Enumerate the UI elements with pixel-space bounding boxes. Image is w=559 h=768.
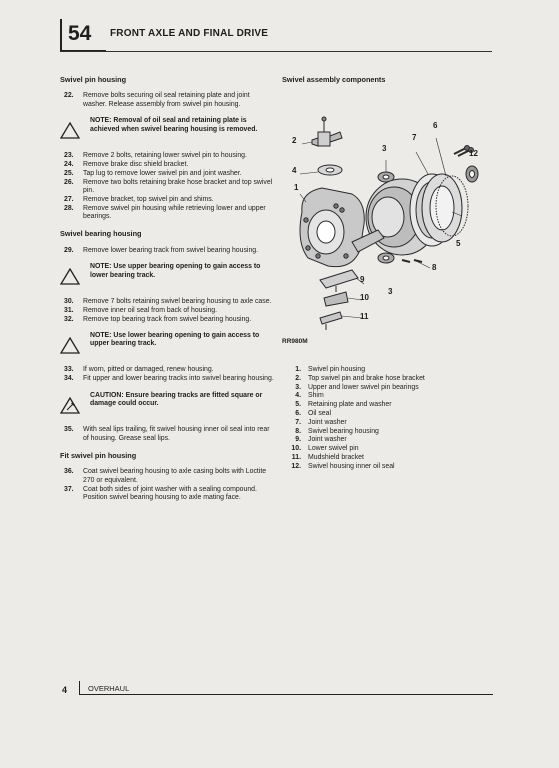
callout-1: 1 [294, 183, 299, 193]
callout-8: 8 [432, 263, 437, 273]
step-number: 34. [64, 375, 74, 383]
legend-item [282, 463, 497, 472]
note-text: NOTE: Removal of oil seal and retaining plate is achieved when swivel bearing housing is removed. [90, 117, 258, 133]
legend-text: Lower swivel pin [308, 445, 359, 453]
page-number: 4 [62, 685, 68, 695]
legend-number: 7. [295, 418, 301, 426]
legend-item [282, 366, 497, 375]
note-callout [60, 263, 274, 288]
legend-item [282, 410, 497, 419]
diagram-heading: Swivel assembly components [282, 75, 386, 84]
callout-10: 10 [360, 293, 369, 303]
note-callout [60, 332, 274, 357]
legend-text: Oil seal [308, 409, 331, 417]
step-number: 25. [64, 169, 74, 177]
legend-text: Swivel housing inner oil seal [308, 462, 395, 470]
legend-number: 2. [295, 374, 301, 382]
legend-text: Swivel pin housing [308, 366, 366, 373]
callout-3-lower: 3 [388, 287, 393, 297]
callout-7: 7 [412, 133, 417, 143]
steps-list [60, 298, 274, 324]
warning-triangle-icon [60, 268, 82, 288]
step-number: 26. [64, 178, 74, 186]
step-text: If worn, pitted or damaged, renew housing. [83, 366, 214, 374]
step-item [60, 196, 274, 204]
step-text: Coat swivel bearing housing to axle casing bolts with Loctite 270 or equivalent. [83, 468, 267, 484]
footer-label: OVERHAUL [88, 684, 130, 693]
step-item [60, 179, 274, 196]
step-text: Remove top bearing track from swivel bearing housing. [83, 315, 252, 323]
step-item [60, 161, 274, 169]
legend-item [282, 419, 497, 428]
step-item [60, 247, 274, 255]
legend-number: 5. [295, 401, 301, 409]
step-item [60, 307, 274, 315]
callout-5: 5 [456, 239, 461, 249]
step-number: 22. [64, 92, 74, 100]
step-number: 28. [64, 205, 74, 213]
legend-item [282, 428, 497, 437]
legend-number: 11. [291, 453, 301, 461]
step-text: Remove 2 bolts, retaining lower swivel pin to housing. [83, 151, 247, 159]
right-column [282, 75, 497, 470]
steps-list [60, 152, 274, 222]
legend-text: Joint washer [308, 418, 347, 426]
step-item [60, 298, 274, 306]
legend-number: 1. [295, 366, 301, 373]
step-text: Coat both sides of joint washer with a sealing compound. Position swivel bearing housing to axle mating face. [83, 485, 257, 501]
note-text: NOTE: Use upper bearing opening to gain access to lower bearing track. [90, 263, 261, 279]
legend-item [282, 436, 497, 445]
section-heading-fit-swivel-pin-housing: Fit swivel pin housing [60, 450, 137, 460]
step-text: Remove bracket, top swivel pin and shims. [83, 196, 214, 204]
section-heading-swivel-pin-housing: Swivel pin housing [60, 75, 127, 84]
figure-reference: RR980M [282, 338, 308, 346]
legend-number: 12. [291, 462, 301, 470]
step-item [60, 426, 274, 443]
step-text: Remove inner oil seal from back of housing. [83, 306, 218, 314]
step-text: Fit upper and lower bearing tracks into swivel bearing housing. [83, 375, 274, 383]
section-heading-swivel-bearing-housing: Swivel bearing housing [60, 229, 142, 239]
callout-3-upper: 3 [382, 144, 387, 154]
warning-triangle-icon [60, 337, 82, 357]
steps-list [60, 92, 274, 109]
callout-2: 2 [292, 136, 297, 146]
step-number: 35. [64, 426, 74, 434]
chapter-number: 54 [60, 19, 106, 52]
step-text: Remove lower bearing track from swivel bearing housing. [83, 246, 259, 254]
steps-list [60, 426, 274, 443]
steps-list [60, 468, 274, 502]
legend-item [282, 392, 497, 401]
step-number: 30. [64, 297, 74, 305]
legend-item [282, 454, 497, 463]
step-text: Remove brake disc shield bracket. [83, 160, 189, 168]
header-rule [60, 51, 492, 52]
step-text: Tap lug to remove lower swivel pin and joint washer. [83, 169, 242, 177]
components-legend [282, 366, 497, 472]
step-item [60, 152, 274, 160]
step-number: 37. [64, 485, 74, 493]
step-number: 33. [64, 366, 74, 374]
footer-rule [79, 681, 493, 695]
step-number: 36. [64, 468, 74, 476]
caution-text: CAUTION: Ensure bearing tracks are fitted square or damage could occur. [90, 391, 263, 408]
callout-12: 12 [469, 149, 478, 159]
callout-9: 9 [360, 275, 365, 285]
step-text: Remove 7 bolts retaining swivel bearing housing to axle case. [83, 297, 272, 305]
steps-list [60, 247, 274, 255]
legend-text: Upper and lower swivel pin bearings [308, 383, 419, 391]
legend-item [282, 445, 497, 454]
step-item [60, 170, 274, 178]
step-item [60, 92, 274, 109]
step-text: Remove swivel pin housing while retrieving lower and upper bearings. [83, 205, 266, 221]
step-text: With seal lips trailing, fit swivel housing inner oil seal into rear of housing. Grease seal lips. [83, 426, 270, 442]
step-item [60, 205, 274, 222]
step-item [60, 375, 274, 383]
legend-number: 6. [295, 409, 301, 417]
steps-list [60, 366, 274, 383]
legend-text: Mudshield bracket [308, 453, 364, 461]
legend-number: 8. [295, 427, 301, 435]
step-number: 32. [64, 315, 74, 323]
step-text: Remove bolts securing oil seal retaining plate and joint washer. Release assembly from swivel pin housing. [83, 92, 250, 108]
caution-callout [60, 392, 274, 417]
legend-number: 4. [295, 392, 301, 400]
swivel-assembly-diagram [282, 92, 497, 344]
callout-11: 11 [360, 312, 369, 322]
legend-text: Joint washer [308, 436, 347, 444]
step-number: 23. [64, 151, 74, 159]
legend-text: Swivel bearing housing [308, 427, 379, 435]
legend-item [282, 375, 497, 384]
step-number: 31. [64, 306, 74, 314]
legend-text: Retaining plate and washer [308, 401, 392, 409]
step-item [60, 468, 274, 485]
callout-4: 4 [292, 166, 297, 176]
page-header [60, 14, 492, 52]
legend-item [282, 384, 497, 393]
chapter-title: FRONT AXLE AND FINAL DRIVE [110, 28, 269, 39]
legend-text: Shim [308, 392, 324, 400]
step-item [60, 316, 274, 324]
note-callout [60, 117, 274, 142]
legend-text: Top swivel pin and brake hose bracket [308, 374, 425, 382]
left-column [60, 76, 274, 503]
callout-6: 6 [433, 121, 438, 131]
legend-number: 9. [295, 436, 301, 444]
step-item [60, 486, 274, 503]
step-text: Remove two bolts retaining brake hose bracket and top swivel pin. [83, 178, 273, 195]
step-number: 24. [64, 160, 74, 168]
note-text: NOTE: Use lower bearing opening to gain access to upper bearing track. [90, 332, 260, 348]
warning-triangle-icon [60, 122, 82, 142]
caution-triangle-icon [60, 397, 82, 417]
legend-item [282, 401, 497, 410]
step-number: 27. [64, 196, 74, 204]
legend-number: 3. [295, 383, 301, 391]
step-number: 29. [64, 246, 74, 254]
legend-number: 10. [291, 445, 301, 453]
step-item [60, 366, 274, 374]
